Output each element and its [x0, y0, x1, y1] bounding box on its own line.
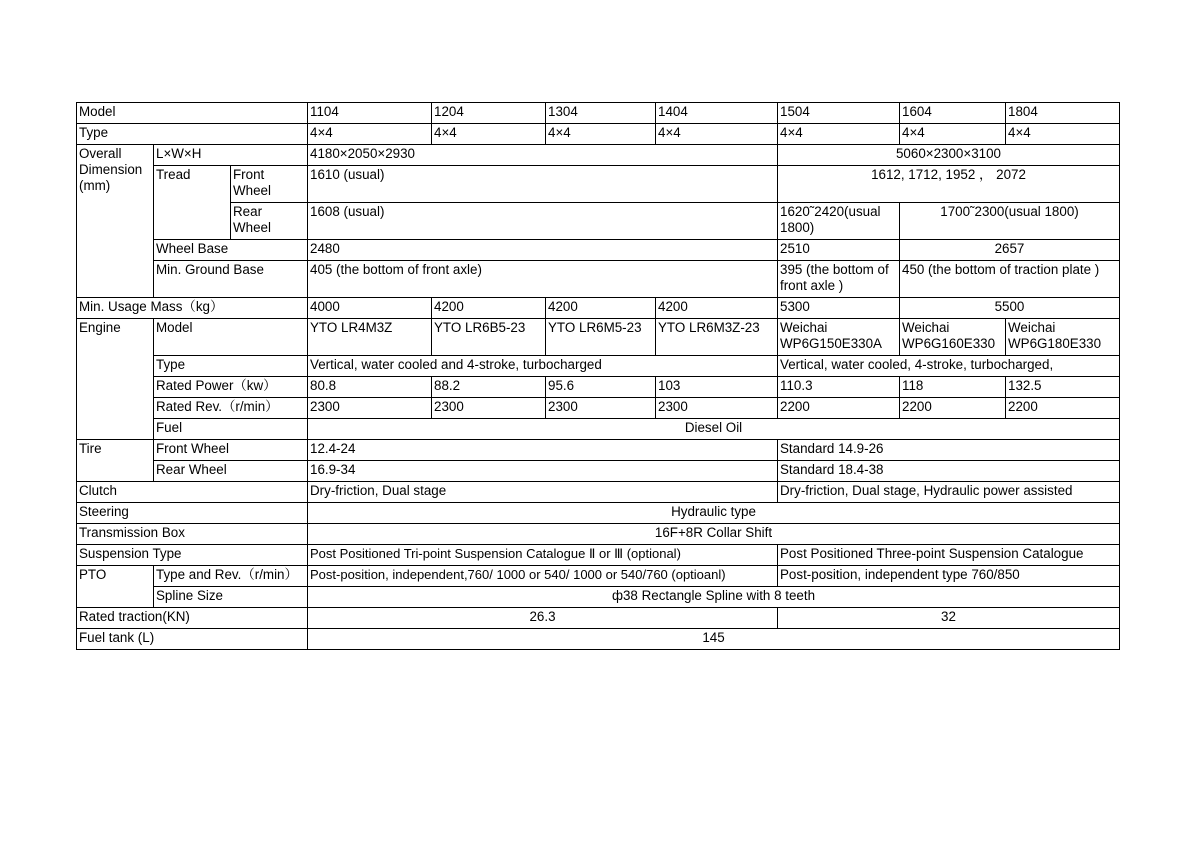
table-row	[77, 608, 1120, 629]
rated-power-cell: 132.5	[1006, 377, 1120, 398]
type-cell: 4×4	[1006, 124, 1120, 145]
fuel-label: Fuel	[154, 419, 308, 440]
rated-rev-cell: 2300	[656, 398, 778, 419]
rated-power-label: Rated Power（kw）	[154, 377, 308, 398]
mass-cell: 4200	[656, 298, 778, 319]
table-row	[77, 261, 1120, 298]
rated-rev-label: Rated Rev.（r/min）	[154, 398, 308, 419]
spec-table	[76, 102, 1120, 650]
model-cell: 1504	[778, 103, 900, 124]
rated-rev-cell: 2200	[900, 398, 1006, 419]
front-tread-value: 1612, 1712, 1952 ， 2072	[778, 166, 1120, 203]
table-row	[77, 377, 1120, 398]
spline-size-label: Spline Size	[154, 587, 308, 608]
mass-cell: 4200	[546, 298, 656, 319]
traction-value: 26.3	[308, 608, 778, 629]
engine-type-value: Vertical, water cooled, 4-stroke, turbocharged,	[778, 356, 1120, 377]
model-cell: 1804	[1006, 103, 1120, 124]
traction-label: Rated traction(KN)	[77, 608, 308, 629]
table-row	[77, 566, 1120, 587]
clutch-label: Clutch	[77, 482, 308, 503]
table-row	[77, 203, 1120, 240]
rear-tread-value: 1700˜2300(usual 1800)	[900, 203, 1120, 240]
pto-type-value: Post-position, independent,760/ 1000 or 540/ 1000 or 540/760 (optioanl)	[308, 566, 778, 587]
lwh-value: 4180×2050×2930	[308, 145, 778, 166]
ground-base-value: 395 (the bottom of front axle )	[778, 261, 900, 298]
engine-model-label: Model	[154, 319, 308, 356]
rated-rev-cell: 2200	[778, 398, 900, 419]
rear-wheel-tire-label: Rear Wheel	[154, 461, 308, 482]
tread-label: Tread	[154, 166, 231, 240]
engine-type-label: Type	[154, 356, 308, 377]
transmission-value: 16F+8R Collar Shift	[308, 524, 1120, 545]
table-row	[77, 298, 1120, 319]
mass-cell: 4000	[308, 298, 432, 319]
engine-model-cell: YTO LR6B5-23	[432, 319, 546, 356]
engine-model-cell: Weichai WP6G150E330A	[778, 319, 900, 356]
model-cell: 1104	[308, 103, 432, 124]
front-tread-value: 1610 (usual)	[308, 166, 778, 203]
mass-cell: 5500	[900, 298, 1120, 319]
fuel-tank-value: 145	[308, 629, 1120, 650]
ground-base-label: Min. Ground Base	[154, 261, 308, 298]
rear-wheel-tire-value: 16.9-34	[308, 461, 778, 482]
overall-dimension-label: Overall Dimension (mm)	[77, 145, 154, 298]
engine-type-value: Vertical, water cooled and 4-stroke, turbocharged	[308, 356, 778, 377]
type-cell: 4×4	[432, 124, 546, 145]
rear-wheel-label: Rear Wheel	[231, 203, 308, 240]
traction-value: 32	[778, 608, 1120, 629]
clutch-value: Dry-friction, Dual stage	[308, 482, 778, 503]
suspension-label: Suspension Type	[77, 545, 308, 566]
fuel-value: Diesel Oil	[308, 419, 1120, 440]
engine-model-cell: Weichai WP6G180E330	[1006, 319, 1120, 356]
suspension-value: Post Positioned Three-point Suspension Catalogue	[778, 545, 1120, 566]
model-cell: 1204	[432, 103, 546, 124]
rated-power-cell: 95.6	[546, 377, 656, 398]
tire-label: Tire	[77, 440, 154, 482]
rated-rev-cell: 2300	[546, 398, 656, 419]
type-label: Type	[77, 124, 308, 145]
type-cell: 4×4	[656, 124, 778, 145]
table-row	[77, 440, 1120, 461]
pto-label: PTO	[77, 566, 154, 608]
rated-power-cell: 88.2	[432, 377, 546, 398]
model-label: Model	[77, 103, 308, 124]
rated-power-cell: 80.8	[308, 377, 432, 398]
clutch-value: Dry-friction, Dual stage, Hydraulic power assisted	[778, 482, 1120, 503]
engine-model-cell: YTO LR6M5-23	[546, 319, 656, 356]
pto-type-label: Type and Rev.（r/min）	[154, 566, 308, 587]
wheel-base-value: 2510	[778, 240, 900, 261]
ground-base-value: 450 (the bottom of traction plate )	[900, 261, 1120, 298]
mass-label: Min. Usage Mass（kg）	[77, 298, 308, 319]
rated-power-cell: 110.3	[778, 377, 900, 398]
table-row	[77, 240, 1120, 261]
rear-tread-value: 1620˜2420(usual 1800)	[778, 203, 900, 240]
fuel-tank-label: Fuel tank (L)	[77, 629, 308, 650]
front-wheel-tire-label: Front Wheel	[154, 440, 308, 461]
spline-size-value: ф38 Rectangle Spline with 8 teeth	[308, 587, 1120, 608]
rated-rev-cell: 2300	[308, 398, 432, 419]
steering-value: Hydraulic type	[308, 503, 1120, 524]
front-wheel-tire-value: Standard 14.9-26	[778, 440, 1120, 461]
table-row	[77, 319, 1120, 356]
engine-model-cell: Weichai WP6G160E330	[900, 319, 1006, 356]
table-row	[77, 503, 1120, 524]
table-row	[77, 398, 1120, 419]
type-cell: 4×4	[546, 124, 656, 145]
rear-tread-value: 1608 (usual)	[308, 203, 778, 240]
front-wheel-label: Front Wheel	[231, 166, 308, 203]
engine-label: Engine	[77, 319, 154, 440]
table-row	[77, 524, 1120, 545]
lwh-value: 5060×2300×3100	[778, 145, 1120, 166]
steering-label: Steering	[77, 503, 308, 524]
rear-wheel-tire-value: Standard 18.4-38	[778, 461, 1120, 482]
table-row	[77, 145, 1120, 166]
type-cell: 4×4	[778, 124, 900, 145]
wheel-base-value: 2657	[900, 240, 1120, 261]
ground-base-value: 405 (the bottom of front axle)	[308, 261, 778, 298]
rated-power-cell: 103	[656, 377, 778, 398]
rated-rev-cell: 2300	[432, 398, 546, 419]
engine-model-cell: YTO LR6M3Z-23	[656, 319, 778, 356]
wheel-base-label: Wheel Base	[154, 240, 308, 261]
table-row	[77, 124, 1120, 145]
table-row	[77, 166, 1120, 203]
table-row	[77, 103, 1120, 124]
table-row	[77, 587, 1120, 608]
model-cell: 1604	[900, 103, 1006, 124]
table-row	[77, 461, 1120, 482]
model-cell: 1304	[546, 103, 656, 124]
model-cell: 1404	[656, 103, 778, 124]
mass-cell: 5300	[778, 298, 900, 319]
wheel-base-value: 2480	[308, 240, 778, 261]
front-wheel-tire-value: 12.4-24	[308, 440, 778, 461]
table-row	[77, 482, 1120, 503]
table-row	[77, 545, 1120, 566]
mass-cell: 4200	[432, 298, 546, 319]
lwh-label: L×W×H	[154, 145, 308, 166]
engine-model-cell: YTO LR4M3Z	[308, 319, 432, 356]
table-row	[77, 629, 1120, 650]
rated-power-cell: 118	[900, 377, 1006, 398]
type-cell: 4×4	[308, 124, 432, 145]
rated-rev-cell: 2200	[1006, 398, 1120, 419]
table-row	[77, 419, 1120, 440]
transmission-label: Transmission Box	[77, 524, 308, 545]
pto-type-value: Post-position, independent type 760/850	[778, 566, 1120, 587]
suspension-value: Post Positioned Tri-point Suspension Catalogue Ⅱ or Ⅲ (optional)	[308, 545, 778, 566]
type-cell: 4×4	[900, 124, 1006, 145]
table-row	[77, 356, 1120, 377]
